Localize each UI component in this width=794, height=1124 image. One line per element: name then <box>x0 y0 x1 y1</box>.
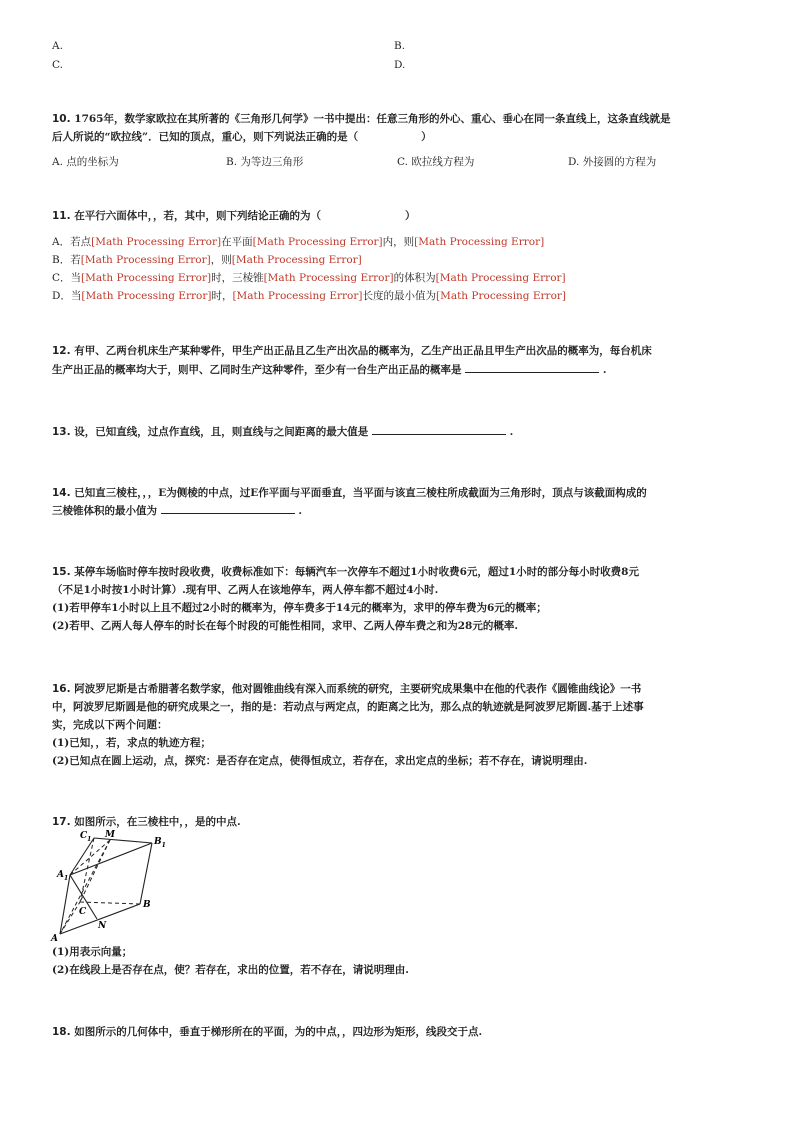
q15-line2: （不足1小时按1小时计算）.现有甲、乙两人在该地停车，两人停车都不超过4小时. <box>52 584 439 596</box>
q13-end: . <box>509 426 514 438</box>
q11-d-text2: 时， <box>211 290 233 302</box>
q14-line2 <box>52 502 302 520</box>
q11-option-d <box>52 287 566 305</box>
edge-b1-b <box>140 843 152 904</box>
q14-text2: 三棱锥体积的最小值为 <box>52 505 157 517</box>
q13-line1 <box>52 423 513 441</box>
label-c: C <box>79 907 87 917</box>
q11-c-text1: C．当 <box>52 272 82 284</box>
q13-text: 设，已知直线，过点作直线，且，则直线与之间距离的最大值是 <box>74 426 369 438</box>
q9-option-b: B. <box>394 40 406 52</box>
q10-option-c: C. 欧拉线方程为 <box>397 156 475 168</box>
q12-line2 <box>52 361 606 379</box>
math-error: [Math Processing Error] <box>263 272 394 284</box>
q14-line1 <box>52 484 647 502</box>
q16-number: 16. <box>52 683 71 695</box>
q15-line4: (2)若甲、乙两人每人停车的时长在每个时段的可能性相同，求甲、乙两人停车费之和为28元的概率. <box>52 620 519 632</box>
q16-line1 <box>52 680 641 698</box>
q14-number: 14. <box>52 487 71 499</box>
q11-c-text2: 时，三棱锥 <box>211 272 264 284</box>
q15-text1: 某停车场临时停车按时段收费，收费标准如下：每辆汽车一次停车不超过1小时收费6元，超过1小时的部分每小时收费8元 <box>74 566 639 578</box>
math-error: [Math Processing Error] <box>80 254 211 266</box>
math-error: [Math Processing Error] <box>91 236 222 248</box>
math-error: [Math Processing Error] <box>435 272 566 284</box>
q15-line3: (1)若甲停车1小时以上且不超过2小时的概率为，停车费多于14元的概率为，求甲的停车费为6元的概率； <box>52 602 547 614</box>
q11-option-b <box>52 251 362 269</box>
label-a1: $A_1$ <box>57 870 69 882</box>
q16-line2: 中，阿波罗尼斯圆是他的研究成果之一，指的是：若动点与两定点，的距离之比为，那么点的轨迹就是阿波罗尼斯圆.基于上述事 <box>52 701 644 713</box>
label-m: M <box>105 830 115 840</box>
q15-line1 <box>52 563 639 581</box>
q18-number: 18. <box>52 1026 71 1038</box>
label-b: B <box>143 900 151 910</box>
q11-option-c <box>52 269 566 287</box>
q12-text1: 有甲、乙两台机床生产某种零件，甲生产出正品且乙生产出次品的概率为，乙生产出正品且甲生产出次品的概率为，每台机床 <box>74 345 652 357</box>
q12-line1 <box>52 342 652 360</box>
q10-option-a: A. 点的坐标为 <box>52 156 119 168</box>
math-error: [Math Processing Error] <box>81 290 212 302</box>
q11-a-text2: 在平面 <box>221 236 253 248</box>
q11-text: 在平行六面体中，，若，其中，则下列结论正确的为（ ） <box>74 210 416 222</box>
q14-end: . <box>298 505 302 517</box>
label-b1: $B_1$ <box>154 837 166 849</box>
q9-option-a: A. <box>52 40 63 52</box>
q13-number: 13. <box>52 426 71 438</box>
edge-a1-b1 <box>70 843 152 875</box>
q11-d-text1: D．当 <box>52 290 82 302</box>
q17-line2: (1)用表示向量； <box>52 946 133 958</box>
q10-number: 10. <box>52 113 71 125</box>
q10-line1 <box>52 110 671 128</box>
q9-option-c: C. <box>52 59 63 71</box>
q11-d-text3: 长度的最小值为 <box>362 290 436 302</box>
q17-text1: 如图所示，在三棱柱中，，是的中点. <box>74 816 241 828</box>
q12-end: . <box>602 364 607 376</box>
q11-a-text1: A．若点 <box>52 236 92 248</box>
segment-m-a1 <box>70 840 110 875</box>
q14-text1: 已知直三棱柱，，，E为侧棱的中点，过E作平面与平面垂直，当平面与该直三棱柱所成截面为三角形时，顶点与该截面构成的 <box>74 487 647 499</box>
math-error: [Math Processing Error] <box>414 236 545 248</box>
prism-figure <box>50 828 180 946</box>
q16-line4: (1)已知，，若，求点的轨迹方程； <box>52 737 211 749</box>
q18-text1: 如图所示的几何体中，垂直于梯形所在的平面，为的中点，，四边形为矩形，线段交于点. <box>74 1026 483 1038</box>
q12-text2: 生产出正品的概率均大于，则甲、乙同时生产这种零件，至少有一台生产出正品的概率是 <box>52 364 462 376</box>
edge-c1-b1 <box>94 838 152 843</box>
segment-m-c <box>80 840 110 902</box>
q9-option-d: D. <box>394 59 406 71</box>
q17-line3: (2)在线段上是否存在点，使？若存在，求出的位置，若不存在，请说明理由. <box>52 964 409 976</box>
q10-line2: 后人所说的“欧拉线”．已知的顶点，重心，则下列说法正确的是（ ） <box>52 131 432 143</box>
math-error: [Math Processing Error] <box>435 290 567 302</box>
math-error: [Math Processing Error] <box>231 254 362 266</box>
q16-line5: (2)已知点在圆上运动，点，探究：是否存在定点，使得恒成立，若存在，求出定点的坐标；若不存在，请说明理由. <box>52 755 588 767</box>
math-error: [Math Processing Error] <box>252 236 383 248</box>
q10-option-b: B. 为等边三角形 <box>226 156 304 168</box>
q16-line3: 实，完成以下两个问题： <box>52 719 168 731</box>
edge-a1-c1 <box>70 838 94 875</box>
q15-number: 15. <box>52 566 71 578</box>
answer-blank[interactable] <box>465 361 599 373</box>
label-n: N <box>98 921 107 931</box>
q10-text1: 1765年，数学家欧拉在其所著的《三角形几何学》一书中提出：任意三角形的外心、重心、垂心在同一条直线上，这条直线就是 <box>74 113 671 125</box>
math-error: [Math Processing Error] <box>232 290 363 302</box>
q11-number: 11. <box>52 210 71 222</box>
q11-b-text2: ，则 <box>210 254 232 266</box>
math-error: [Math Processing Error] <box>81 272 212 284</box>
q11-c-text3: 的体积为 <box>393 272 436 284</box>
q18-line1 <box>52 1023 482 1041</box>
q10-option-d: D. 外接圆的方程为 <box>568 156 657 168</box>
q12-number: 12. <box>52 345 71 357</box>
label-c1: $C_1$ <box>80 831 92 843</box>
q11-option-a <box>52 233 544 251</box>
q11-a-text3: 内，则 <box>382 236 415 248</box>
edge-c-b <box>80 902 140 904</box>
label-a: A <box>51 934 58 944</box>
q11-stem <box>52 207 416 225</box>
q11-b-text1: B．若 <box>52 254 81 266</box>
q17-number: 17. <box>52 816 71 828</box>
answer-blank[interactable] <box>372 423 506 435</box>
q16-text1: 阿波罗尼斯是古希腊著名数学家，他对圆锥曲线有深入而系统的研究，主要研究成果集中在他的代表作《圆锥曲线论》一书 <box>74 683 642 695</box>
answer-blank[interactable] <box>161 502 295 514</box>
